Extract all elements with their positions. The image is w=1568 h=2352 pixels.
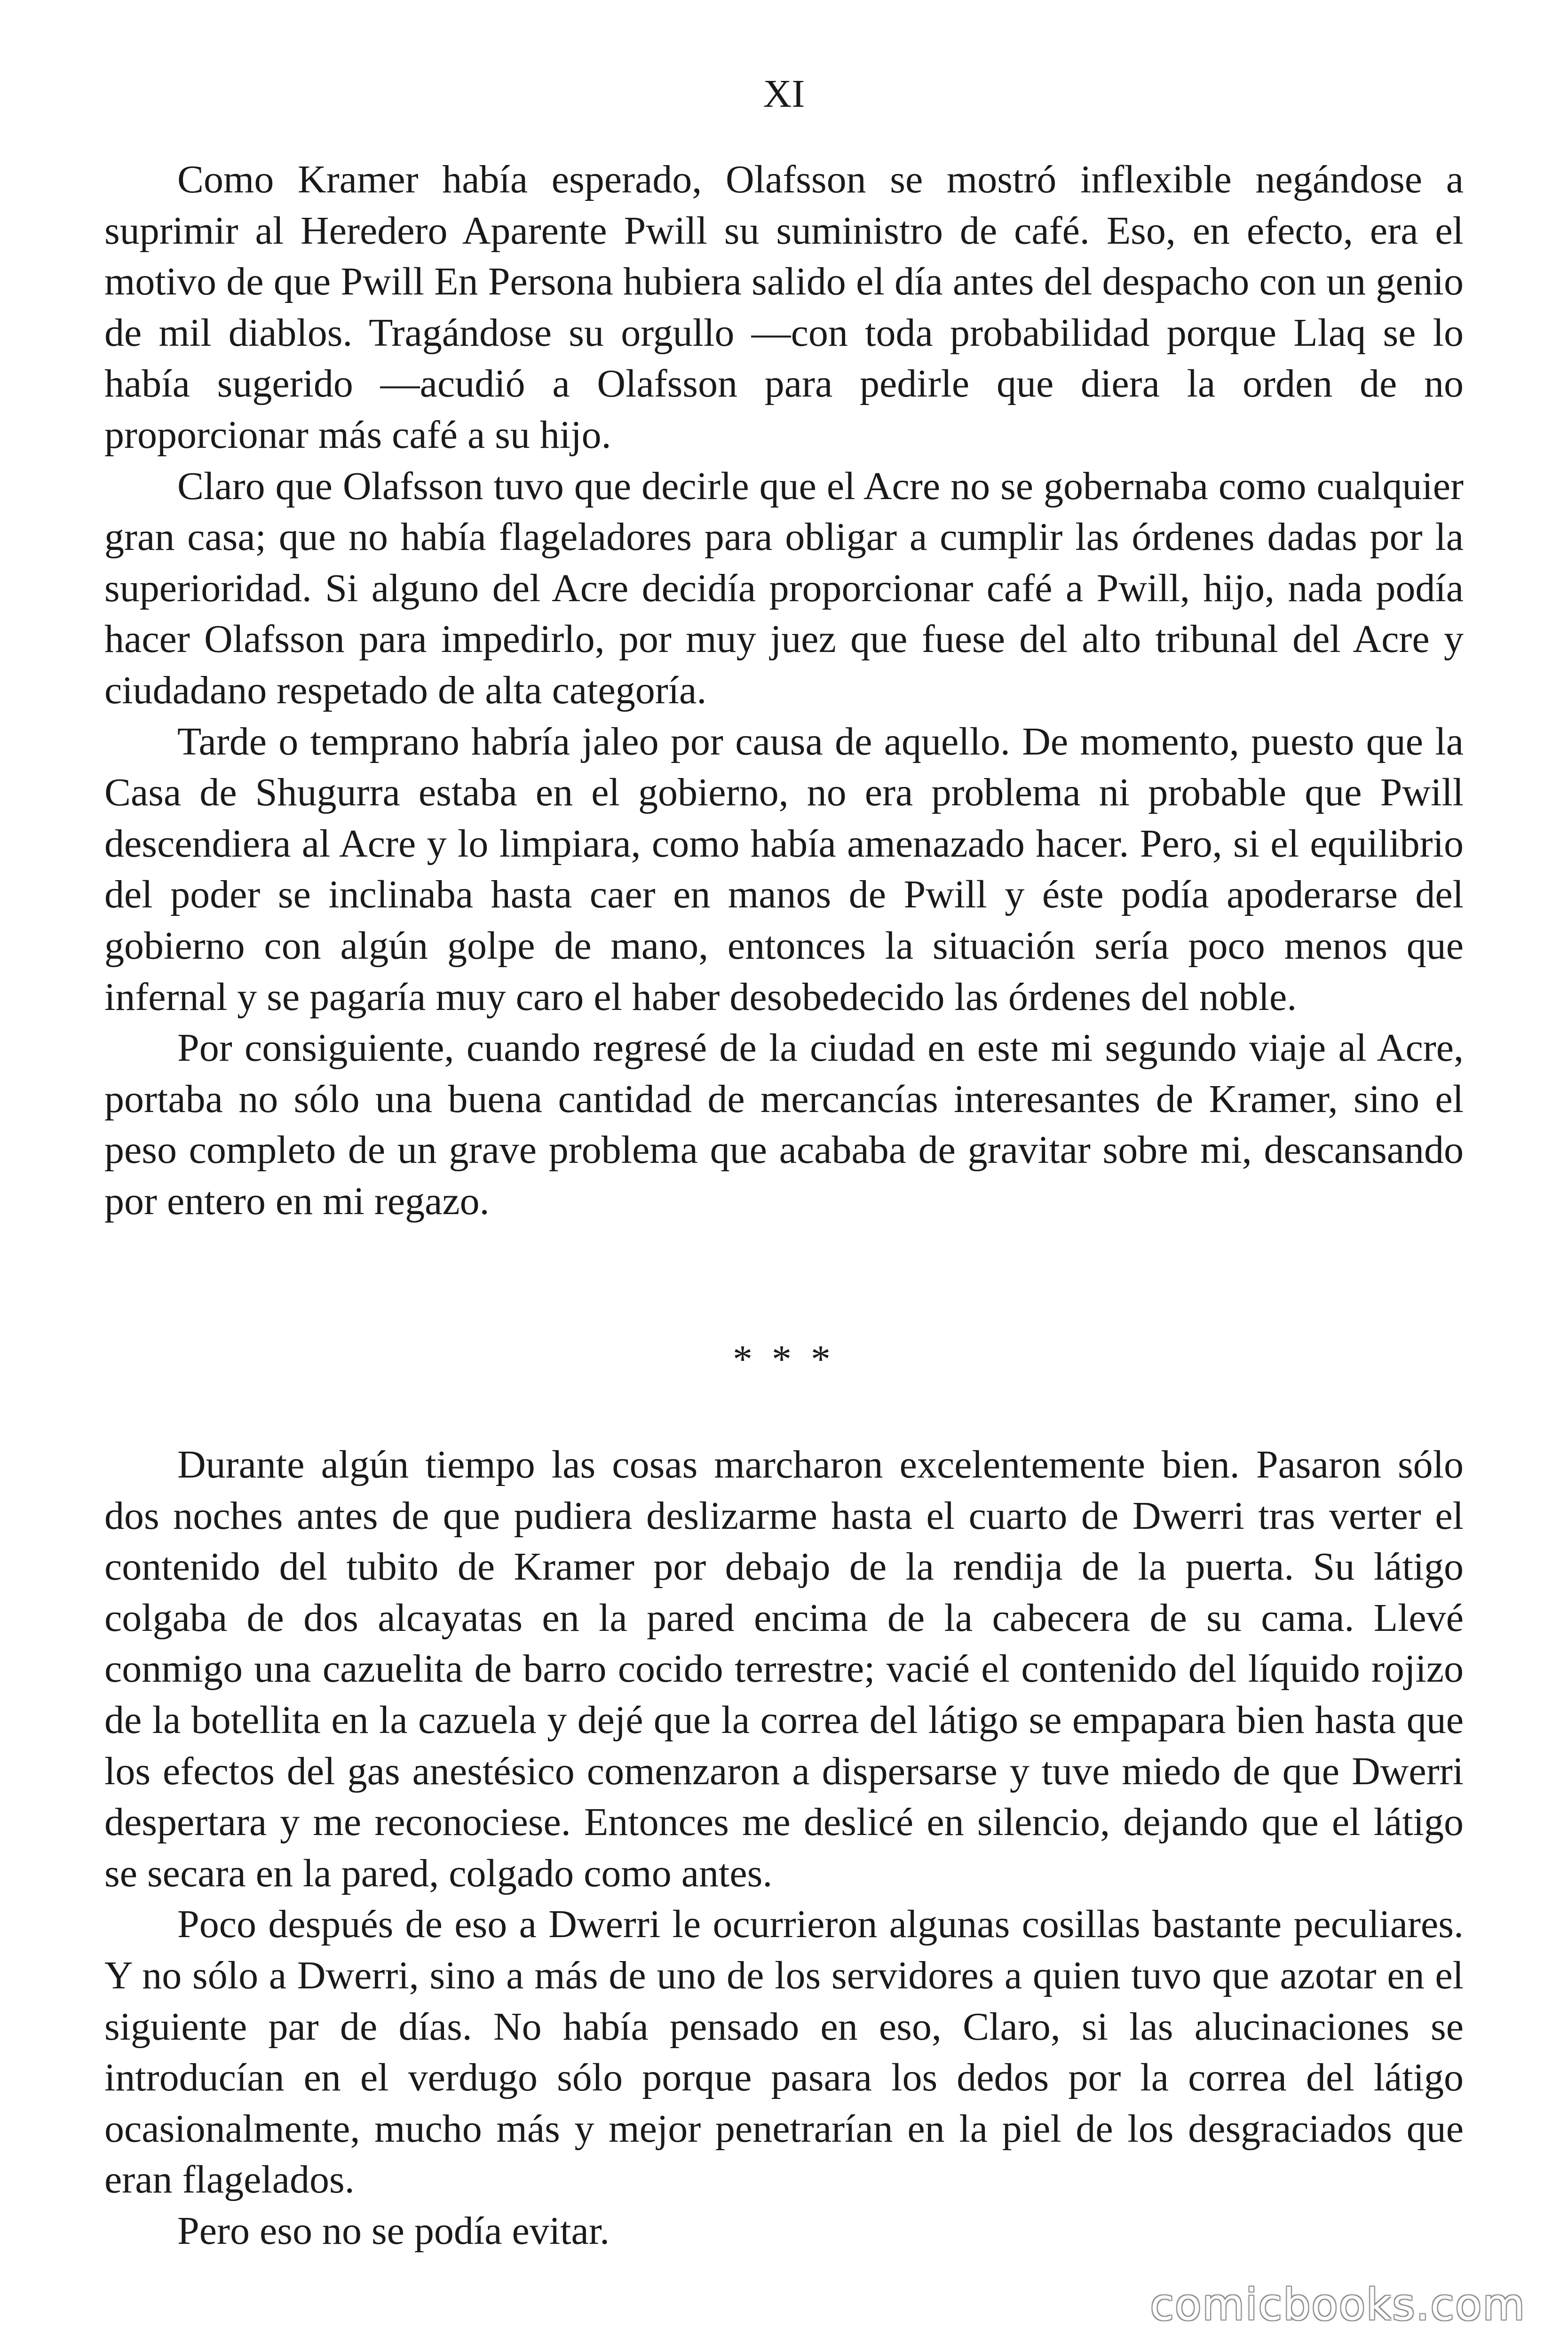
paragraph: Claro que Olafsson tuvo que decirle que el Acre no se gobernaba como cualquier gran casa; que no había flageladores para obligar a cumplir las órdenes dadas por la superioridad. Si alguno del Acre decidía proporcionar café a Pwill, hijo, nada podía hacer Olafsson para impedirlo, por muy juez que fuese del alto tribunal del Acre y ciudadano respetado de alta categoría. [104, 464, 1464, 712]
paragraph: Por consiguiente, cuando regresé de la ciudad en este mi segundo viaje al Acre, portaba no sólo una buena cantidad de mercancías interesantes de Kramer, sino el peso completo de un grave problema que acababa de gravitar sobre mi, descansando por entero en mi regazo. [104, 1026, 1464, 1223]
paragraph: Tarde o temprano habría jaleo por causa de aquello. De momento, puesto que la Casa de Shugurra estaba en el gobierno, no era problema ni probable que Pwill descendiera al Acre y lo limpiara, como había amenazado hacer. Pero, si el equilibrio del poder se inclinaba hasta caer en manos de Pwill y éste podía apoderarse del gobierno con algún golpe de mano, entonces la situación sería poco menos que infernal y se pagaría muy caro el haber desobedecido las órdenes del noble. [104, 719, 1464, 1019]
section-separator: * * * [733, 1337, 835, 1381]
watermark-logo: comicbooks.com [1150, 2280, 1526, 2330]
paragraph: Durante algún tiempo las cosas marcharon excelentemente bien. Pasaron sólo dos noches antes de que pudiera deslizarme hasta el cuarto de Dwerri tras verter el contenido del tubito de Kramer por debajo de la rendija de la puerta. Su látigo colgaba de dos alcayatas en la pared encima de la cabecera de su cama. Llevé conmigo una cazuelita de barro cocido terrestre; vacié el contenido del líquido rojizo de la botellita en la cazuela y dejé que la correa del látigo se empapara bien hasta que los efectos del gas anestésico comenzaron a dispersarse y tuve miedo de que Dwerri despertara y me reconociese. Entonces me deslicé en silencio, dejando que el látigo se secara en la pared, colgado como antes. [104, 1443, 1464, 1895]
paragraph: Poco después de eso a Dwerri le ocurrieron algunas cosillas bastante peculiares. Y no sólo a Dwerri, sino a más de uno de los servidores a quien tuvo que azotar en el siguiente par de días. No había pensado en eso, Claro, si las alucinaciones se introducían en el verdugo sólo porque pasara los dedos por la correa del látigo ocasionalmente, mucho más y mejor penetrarían en la piel de los desgraciados que eran flagelados. [104, 1902, 1464, 2202]
chapter-title: XI [763, 72, 805, 116]
paragraph: Como Kramer había esperado, Olafsson se mostró inflexible negándose a suprimir al Heredero Aparente Pwill su suministro de café. Eso, en efecto, era el motivo de que Pwill En Persona hubiera salido el día antes del despacho con un genio de mil diablos. Tragándose su orgullo —con toda probabilidad porque Llaq se lo había sugerido —acudió a Olafsson para pedirle que diera la orden de no proporcionar más café a su hijo. [104, 158, 1464, 457]
text-block-1 [104, 154, 1464, 1227]
text-block-2 [104, 1439, 1464, 2257]
paragraph: Pero eso no se podía evitar. [177, 2209, 610, 2253]
